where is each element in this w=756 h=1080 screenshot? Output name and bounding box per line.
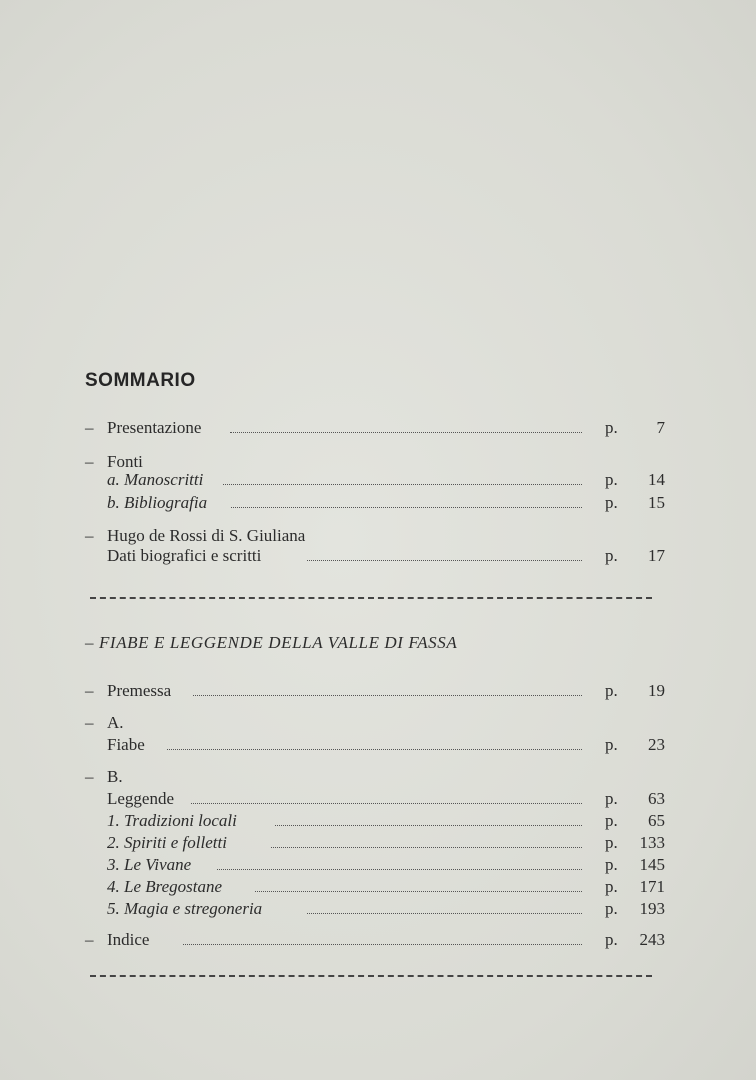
toc-entry-fiabe xyxy=(85,734,665,756)
toc-entry-premessa xyxy=(85,680,665,702)
toc-dash: – xyxy=(85,681,94,700)
toc-entry-title: Fonti xyxy=(107,452,143,471)
toc-entry-title: A. xyxy=(107,713,124,732)
toc-entry-dati-biografici xyxy=(85,545,665,567)
toc-entry-title: Premessa xyxy=(107,681,172,700)
toc-dash: – xyxy=(85,930,94,949)
toc-entry-title: 2. Spiriti e folletti xyxy=(107,833,227,852)
section-title: – FIABE E LEGGENDE DELLA VALLE DI FASSA xyxy=(85,633,458,652)
dot-leader xyxy=(231,507,582,508)
toc-page-ref: p. 17 xyxy=(605,546,665,565)
toc-entry-title: Hugo de Rossi di S. Giuliana xyxy=(107,526,306,545)
toc-entry-leggende xyxy=(85,788,665,810)
toc-page-ref: p. 133 xyxy=(605,833,665,852)
toc-entry-title: b. Bibliografia xyxy=(107,493,208,512)
dot-leader xyxy=(255,891,582,892)
toc-page-ref: p. 171 xyxy=(605,877,665,896)
toc-entry-hugo xyxy=(85,525,665,547)
toc-page-ref: p. 23 xyxy=(605,735,665,754)
toc-entry-title: 1. Tradizioni locali xyxy=(107,811,237,830)
toc-entry-title: B. xyxy=(107,767,123,786)
toc-page-ref: p. 243 xyxy=(605,930,665,949)
toc-dash: – xyxy=(85,452,94,471)
toc-page-ref: p. 193 xyxy=(605,899,665,918)
dot-leader xyxy=(230,432,582,433)
toc-entry-title: Indice xyxy=(107,930,150,949)
toc-dash: – xyxy=(85,526,94,545)
dot-leader xyxy=(271,847,582,848)
toc-entry-presentazione xyxy=(85,417,665,439)
dashed-divider xyxy=(90,597,652,599)
toc-entry-title: Fiabe xyxy=(107,735,145,754)
toc-page-ref: p. 19 xyxy=(605,681,665,700)
toc-page-ref: p. 63 xyxy=(605,789,665,808)
dashed-divider xyxy=(90,975,652,977)
toc-entry-title: Dati biografici e scritti xyxy=(107,546,262,565)
toc-entry-vivane xyxy=(85,854,665,876)
toc-page-ref: p. 15 xyxy=(605,493,665,512)
dot-leader xyxy=(183,944,582,945)
toc-dash: – xyxy=(85,418,94,437)
toc-entry-title: a. Manoscritti xyxy=(107,470,204,489)
toc-entry-manoscritti xyxy=(85,469,665,491)
dot-leader xyxy=(307,913,582,914)
toc-page-ref: p. 65 xyxy=(605,811,665,830)
dot-leader xyxy=(307,560,582,561)
toc-entry-title: Presentazione xyxy=(107,418,202,437)
toc-page-ref: p. 7 xyxy=(605,418,665,437)
toc-entry-tradizioni-locali xyxy=(85,810,665,832)
toc-entry-indice xyxy=(85,929,665,951)
toc-dash: – xyxy=(85,713,94,732)
toc-entry-title: 3. Le Vivane xyxy=(107,855,192,874)
dot-leader xyxy=(191,803,582,804)
toc-entry-title: 5. Magia e stregoneria xyxy=(107,899,263,918)
toc-entry-title: 4. Le Bregostane xyxy=(107,877,223,896)
toc-entry-title: Leggende xyxy=(107,789,175,808)
toc-entry-bibliografia xyxy=(85,492,665,514)
dot-leader xyxy=(167,749,582,750)
toc-entry-part-b xyxy=(85,766,665,788)
toc-entry-magia-stregoneria xyxy=(85,898,665,920)
dot-leader xyxy=(275,825,582,826)
toc-entry-spiriti-folletti xyxy=(85,832,665,854)
dot-leader xyxy=(217,869,582,870)
page-title: SOMMARIO xyxy=(85,370,196,391)
toc-dash: – xyxy=(85,767,94,786)
toc-entry-bregostane xyxy=(85,876,665,898)
toc-entry-part-a xyxy=(85,712,665,734)
toc-page-ref: p. 145 xyxy=(605,855,665,874)
dot-leader xyxy=(223,484,582,485)
dot-leader xyxy=(193,695,582,696)
toc-page-ref: p. 14 xyxy=(605,470,665,489)
